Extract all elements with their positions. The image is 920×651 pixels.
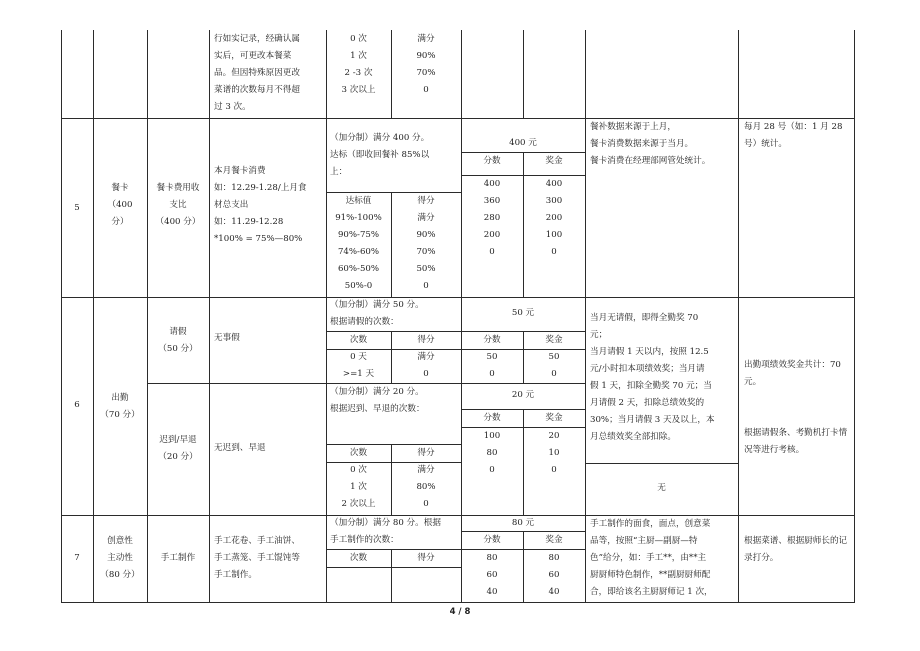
- r5-score-3: 50%: [416, 264, 436, 274]
- r6-late-th-count: 次数: [349, 448, 368, 458]
- r6-note-line-4: 假 1 天，扣除全勤奖 70 元；当: [590, 381, 712, 391]
- r5-bonus-amount-1: 300: [545, 196, 563, 206]
- r7-th-count: 次数: [349, 553, 368, 563]
- r7-criteria-line-2: 手工制作。: [214, 570, 257, 580]
- r5-bonus-amount-2: 200: [545, 213, 563, 223]
- r5-th-target: 达标值: [345, 196, 372, 206]
- r6-leave-score-0: 满分: [417, 352, 435, 362]
- r6-leave-score-1: 0: [423, 369, 429, 379]
- table-rule: [523, 30, 524, 119]
- r5-bonus-score-1: 360: [483, 196, 501, 206]
- r5-score-2: 70%: [416, 247, 436, 257]
- r7-th-score: 得分: [417, 553, 435, 563]
- r6-leave-item-line-0: 请假: [169, 327, 187, 337]
- r6-note-line-1: 元；: [590, 330, 608, 340]
- r5-remark-line-0: 每月 28 号（如：1 月 28: [744, 122, 843, 132]
- r7-criteria-line-0: 手工花卷、手工油饼、: [214, 536, 300, 546]
- r7-bonus-title: 80 元: [511, 518, 535, 528]
- r6-late-bonus-th-score: 分数: [483, 413, 501, 423]
- r6-leave-bonus-th-amount: 奖金: [545, 335, 563, 345]
- r6-late-bonus-title: 20 元: [511, 390, 535, 400]
- r7-bonus-score-1: 60: [486, 570, 498, 580]
- r6-late-rule-line-1: 根据迟到、早退的次数：: [330, 404, 425, 414]
- r4-score-1: 90%: [416, 51, 436, 61]
- r6-late-count-2: 2 次以上: [341, 499, 376, 509]
- r4-count-0: 0 次: [350, 34, 367, 44]
- r4-count-2: 2 -3 次: [344, 68, 373, 78]
- r6-late-bonus-amount-1: 10: [548, 448, 560, 458]
- column-rule: [585, 30, 586, 603]
- r6-category-line-0: 出勤: [111, 393, 129, 403]
- r7-rule-line-1: 手工制作的次数：: [330, 535, 399, 545]
- r6-late-count-1: 1 次: [350, 482, 367, 492]
- r5-criteria-line-2: 材总支出: [214, 200, 249, 210]
- r6-note-line-0: 当月无请假，即得全勤奖 70: [590, 313, 699, 323]
- r6-leave-rule-line-0: （加分制）满分 50 分。: [330, 300, 424, 310]
- column-rule: [738, 30, 739, 603]
- r5-bonus-score-4: 0: [489, 247, 495, 257]
- r5-no: 5: [74, 203, 80, 213]
- r6-leave-bonus-amount-1: 0: [551, 369, 557, 379]
- r6-late-item-line-1: （20 分）: [158, 452, 198, 462]
- r6-leave-bonus-th-score: 分数: [483, 335, 501, 345]
- r5-criteria-line-1: 如：12.29-1.28/上月食: [214, 183, 307, 193]
- r5-item-line-1: 支比: [169, 200, 187, 210]
- column-rule: [326, 30, 327, 603]
- r4-criteria-line-0: 行如实记录，经确认属: [214, 34, 300, 44]
- r5-rule-line-2: 上：: [330, 167, 348, 177]
- r5-category-line-0: 餐卡: [111, 183, 129, 193]
- r5-score-0: 满分: [417, 213, 435, 223]
- r6-leave-bonus-score-0: 50: [486, 352, 498, 362]
- r5-target-4: 50%-0: [344, 281, 373, 291]
- r4-criteria-line-4: 过 3 次。: [214, 102, 251, 112]
- column-rule: [93, 30, 94, 603]
- r5-item-line-0: 餐卡费用收: [156, 183, 200, 193]
- r6-leave-th-score: 得分: [417, 335, 435, 345]
- r6-leave-th-count: 次数: [349, 335, 368, 345]
- r6-late-criteria: 无迟到、早退: [214, 443, 266, 453]
- r4-count-3: 3 次以上: [341, 85, 376, 95]
- r6-remark-a-line-0: 出勤项绩效奖金共计：70: [744, 360, 841, 370]
- r7-bonus-th-score: 分数: [483, 535, 501, 545]
- r6-remark-b-line-1: 况等进行考核。: [744, 445, 805, 455]
- r5-th-score: 得分: [417, 196, 435, 206]
- r6-note-line-7: 月总绩效奖全部扣除。: [590, 432, 676, 442]
- r7-bonus-score-0: 80: [486, 553, 498, 563]
- r7-category-line-1: 主动性: [107, 553, 133, 563]
- r5-bonus-th-score: 分数: [483, 156, 501, 166]
- r5-category-line-1: （400: [107, 200, 133, 210]
- r5-target-3: 60%-50%: [337, 264, 380, 274]
- r6-leave-count-0: 0 天: [350, 352, 367, 362]
- r6-late-bonus-amount-2: 0: [551, 465, 557, 475]
- r7-note-line-1: 品等，按照“主厨—副厨—特: [590, 536, 698, 546]
- r5-note-line-0: 餐补数据来源于上月，: [590, 122, 676, 132]
- r6-late-score-1: 80%: [416, 482, 436, 492]
- r6-late-count-0: 0 次: [350, 465, 367, 475]
- r6-late-bonus-amount-0: 20: [548, 431, 560, 441]
- r5-note-line-1: 餐卡消费数据来源于当月。: [590, 139, 694, 149]
- r5-remark-line-1: 号）统计。: [744, 139, 787, 149]
- r5-note-line-2: 餐卡消费在经理部网管处统计。: [590, 156, 711, 166]
- r7-bonus-score-2: 40: [486, 587, 498, 597]
- r7-remark-line-1: 录打分。: [744, 553, 779, 563]
- r5-item-line-2: （400 分）: [155, 217, 201, 227]
- r7-bonus-th-amount: 奖金: [545, 535, 563, 545]
- column-rule: [147, 30, 148, 603]
- column-rule: [854, 30, 855, 603]
- r7-item: 手工制作: [160, 553, 196, 563]
- r5-rule-line-0: （加分制）满分 400 分。: [330, 133, 430, 143]
- page-number: 4 / 8: [449, 607, 471, 617]
- r6-late-rule-line-0: （加分制）满分 20 分。: [330, 387, 424, 397]
- r5-bonus-amount-0: 400: [545, 179, 563, 189]
- r7-category-line-0: 创意性: [107, 536, 133, 546]
- r6-leave-item-line-1: （50 分）: [158, 344, 198, 354]
- r6-late-score-2: 0: [423, 499, 429, 509]
- r4-score-3: 0: [423, 85, 429, 95]
- r5-target-0: 91%-100%: [335, 213, 382, 223]
- r5-category-line-2: 分）: [111, 217, 129, 227]
- table-rule: [585, 463, 739, 464]
- r5-bonus-title: 400 元: [509, 138, 537, 148]
- r6-leave-rule-line-1: 根据请假的次数：: [330, 317, 399, 327]
- r5-criteria-line-3: 如：11.29-12.28: [214, 217, 284, 227]
- r7-category-line-2: （80 分）: [100, 570, 140, 580]
- r6-category-line-1: （70 分）: [100, 410, 140, 420]
- r5-bonus-score-0: 400: [483, 179, 501, 189]
- r7-bonus-amount-0: 80: [548, 553, 560, 563]
- r6-remark-a-line-1: 元。: [744, 377, 762, 387]
- r6-late-bonus-th-amount: 奖金: [545, 413, 563, 423]
- table-rule: [326, 567, 462, 568]
- r6-late-th-score: 得分: [417, 448, 435, 458]
- r7-no: 7: [74, 553, 80, 563]
- r6-leave-bonus-amount-0: 50: [548, 352, 560, 362]
- row-rule: [61, 118, 855, 119]
- row-rule: [61, 602, 855, 603]
- r6-late-score-0: 满分: [417, 465, 435, 475]
- r4-criteria-line-3: 菜谱的次数每月不得超: [214, 85, 300, 95]
- r5-bonus-amount-3: 100: [545, 230, 563, 240]
- r5-score-4: 0: [423, 281, 429, 291]
- r5-criteria-line-0: 本月餐卡消费: [214, 166, 266, 176]
- r5-bonus-amount-4: 0: [551, 247, 557, 257]
- r6-late-bonus-score-0: 100: [483, 431, 501, 441]
- r6-leave-count-1: >=1 天: [342, 369, 375, 379]
- r6-note-none: 无: [657, 483, 666, 493]
- r7-remark-line-0: 根据菜谱、根据厨师长的记: [744, 536, 848, 546]
- r5-target-1: 90%-75%: [337, 230, 380, 240]
- r7-rule-line-0: （加分制）满分 80 分。根据: [330, 518, 441, 528]
- r5-rule-line-1: 达标（即收回餐补 85%以: [330, 150, 430, 160]
- row-rule: [61, 515, 855, 516]
- r7-note-line-4: 合，即给该名主厨厨师记 1 次，: [590, 587, 713, 597]
- r6-late-bonus-score-2: 0: [489, 465, 495, 475]
- r5-target-2: 74%-60%: [337, 247, 380, 257]
- r5-bonus-score-3: 200: [483, 230, 501, 240]
- r6-leave-bonus-title: 50 元: [511, 308, 535, 318]
- r5-bonus-th-amount: 奖金: [545, 156, 563, 166]
- r6-note-line-5: 月请假 2 天，扣除总绩效奖的: [590, 398, 705, 408]
- r6-note-line-6: 30%；当月请假 3 天及以上，本: [590, 415, 715, 425]
- r6-late-item-line-0: 迟到/早退: [159, 435, 197, 445]
- column-rule: [61, 30, 62, 603]
- r6-late-bonus-score-1: 80: [486, 448, 498, 458]
- r5-bonus-score-2: 280: [483, 213, 501, 223]
- r7-bonus-amount-2: 40: [548, 587, 560, 597]
- r5-criteria-line-4: *100% = 75%—80%: [214, 234, 303, 244]
- r6-remark-b-line-0: 根据请假条、考勤机打卡情: [744, 428, 848, 438]
- r7-bonus-amount-1: 60: [548, 570, 560, 580]
- r5-score-1: 90%: [416, 230, 436, 240]
- r7-note-line-2: 色”给分，如：手工**，由**主: [590, 553, 707, 563]
- r4-criteria-line-2: 品。但因特殊原因更改: [214, 68, 300, 78]
- r6-note-line-3: 元/小时扣本项绩效奖；当月请: [590, 364, 705, 374]
- r4-score-0: 满分: [417, 34, 435, 44]
- r7-note-line-3: 厨厨师特色制作，**副厨厨师配: [590, 570, 711, 580]
- r6-no: 6: [74, 400, 80, 410]
- column-rule: [209, 30, 210, 603]
- r6-leave-criteria: 无事假: [214, 333, 240, 343]
- r6-note-line-2: 当月请假 1 天以内，按照 12.5: [590, 347, 709, 357]
- r7-criteria-line-1: 手工蒸笼、手工馄饨等: [214, 553, 300, 563]
- r4-count-1: 1 次: [350, 51, 367, 61]
- r4-criteria-line-1: 实后，可更改本餐菜: [214, 51, 292, 61]
- r4-score-2: 70%: [416, 68, 436, 78]
- r6-leave-bonus-score-1: 0: [489, 369, 495, 379]
- r7-note-line-0: 手工制作的面食，面点，创意菜: [590, 519, 711, 529]
- row-rule: [61, 297, 855, 298]
